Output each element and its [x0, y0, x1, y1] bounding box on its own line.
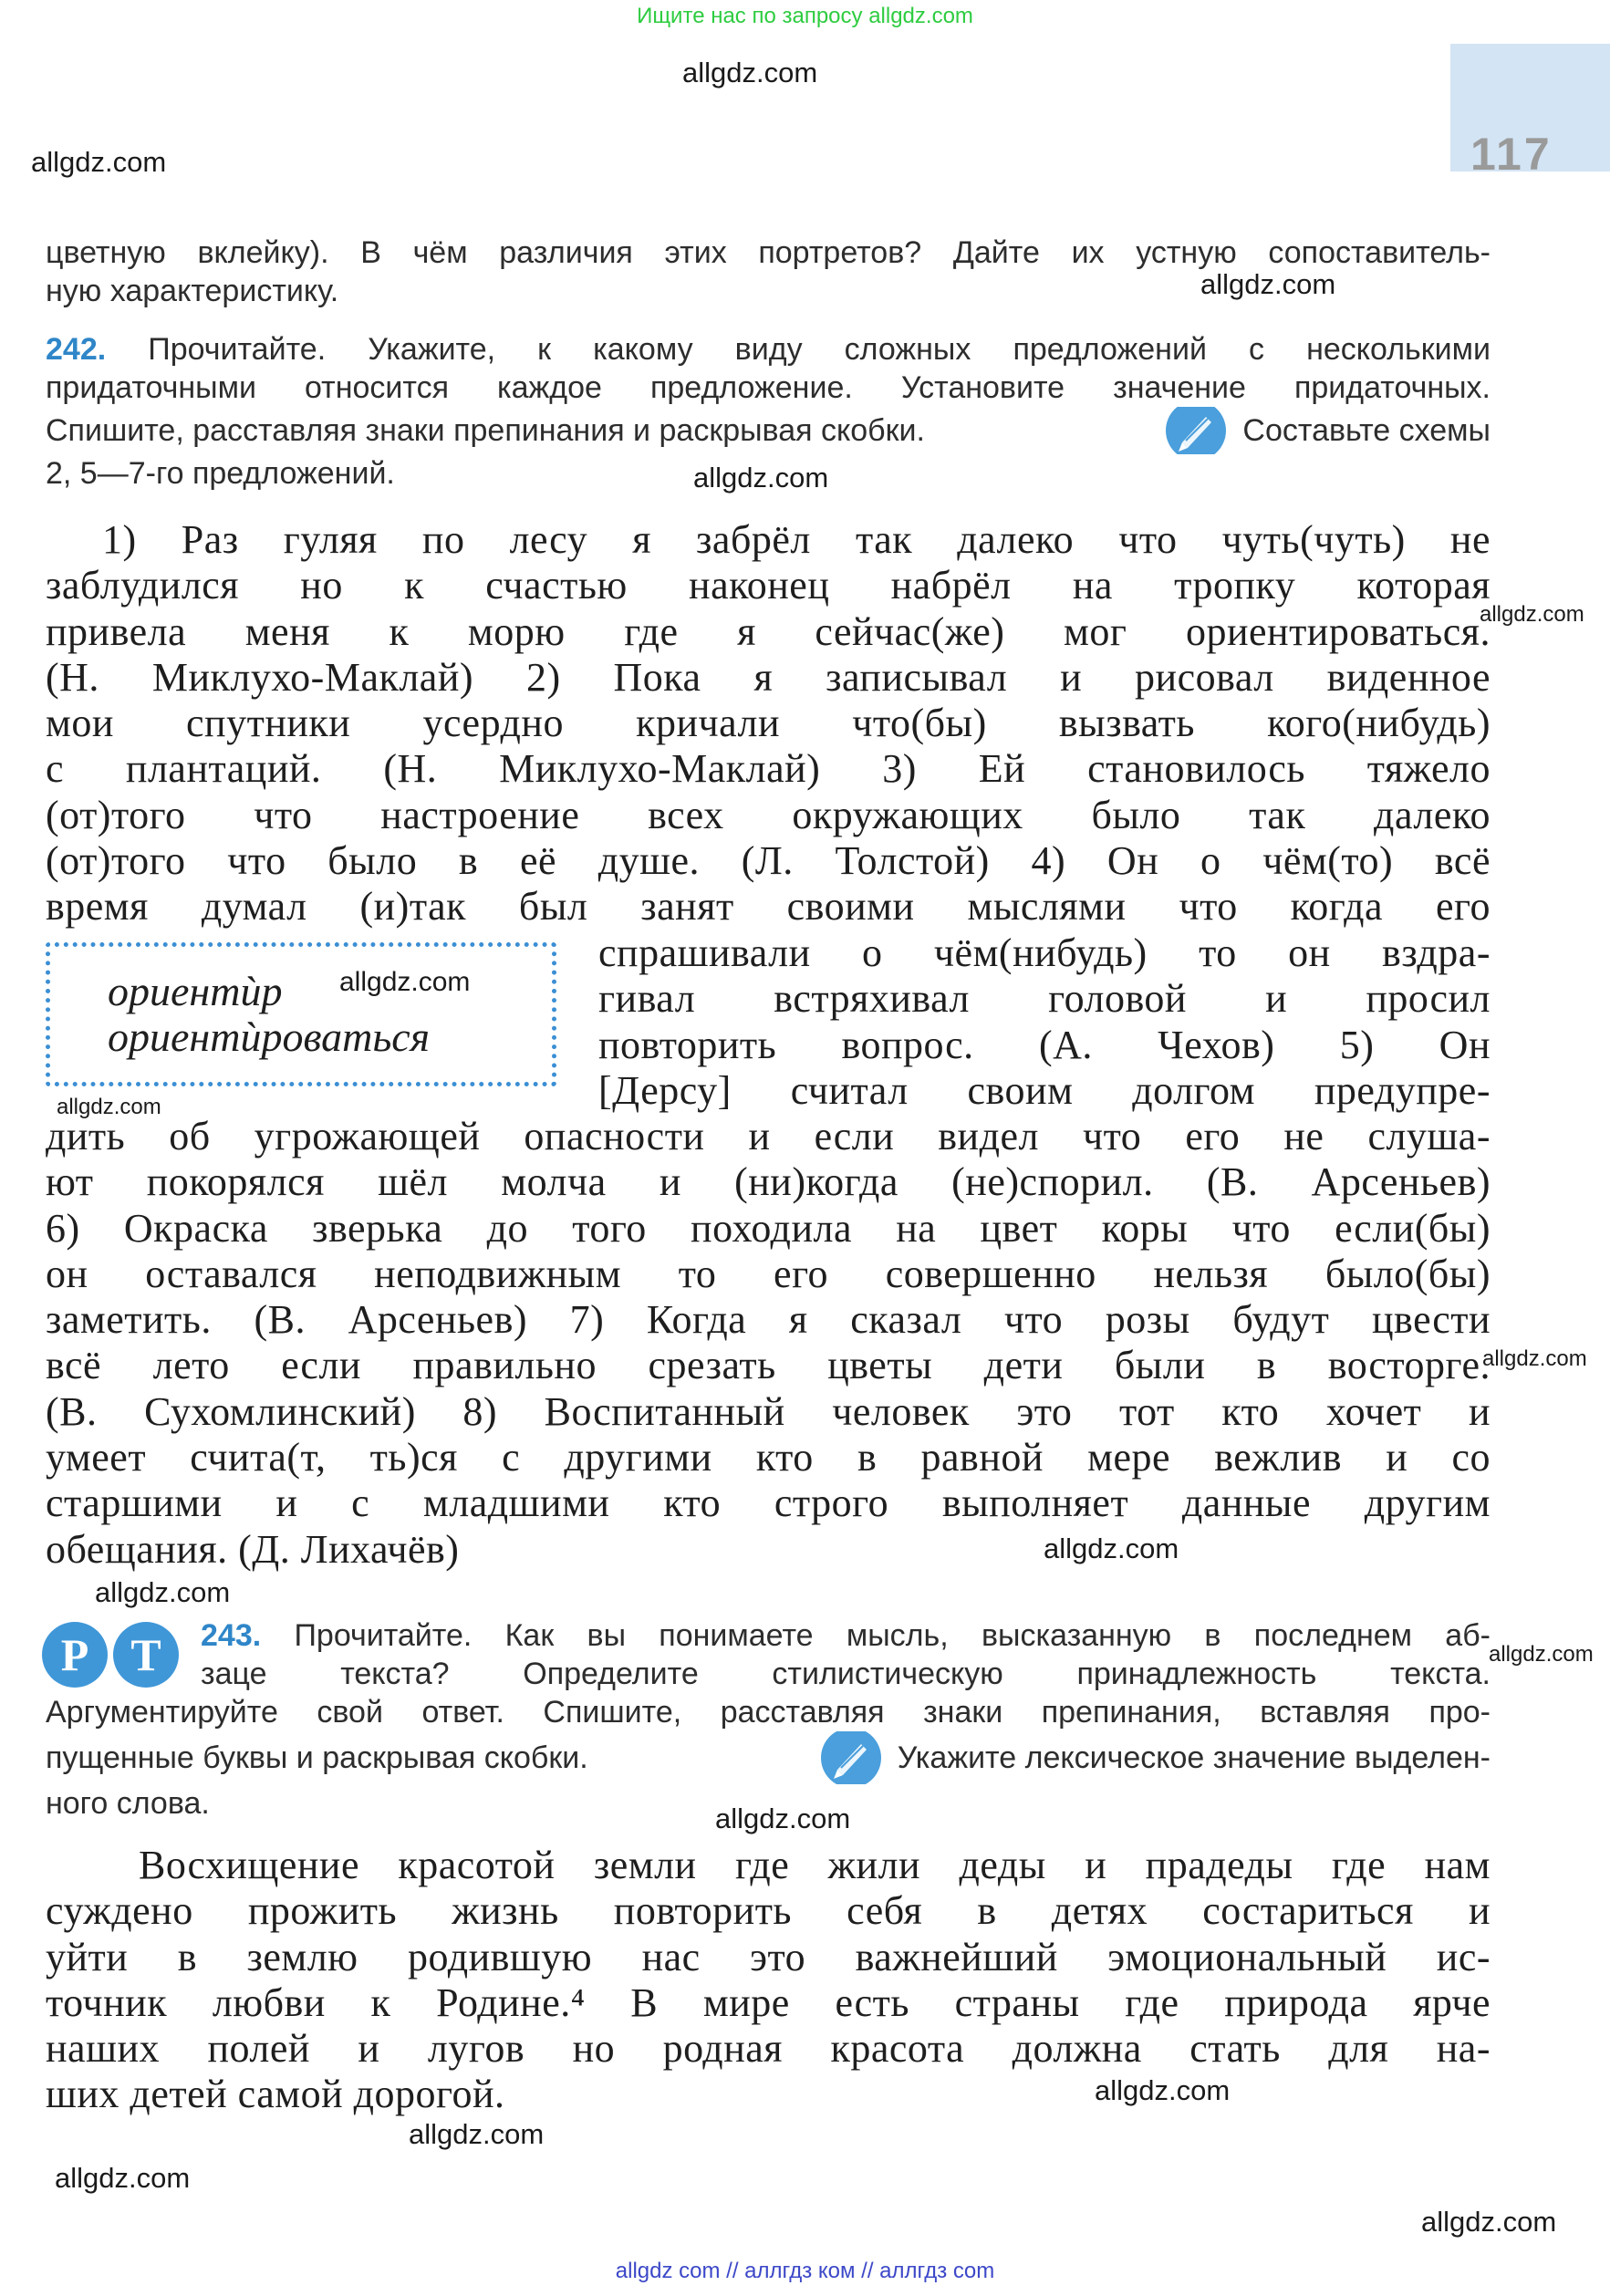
text-line: заметить. (В. Арсеньев) 7) Когда я сказал что розы будут цвести	[46, 1297, 1491, 1343]
watermark: allgdz.com	[55, 2162, 191, 2194]
text-line: повторить вопрос. (А. Чехов) 5) Он	[598, 1022, 1491, 1067]
instruction-text: пущенные буквы и раскрывая скобки.	[46, 1740, 588, 1775]
text-line: ших детей самой дорогой.	[46, 2072, 505, 2117]
intro-text	[46, 234, 1491, 310]
text-line: время думал (и)так был занят своими мыслями что когда его	[46, 884, 1491, 930]
text-line: старшими и с младшими кто строго выполняет данные другим	[46, 1480, 1491, 1526]
watermark: allgdz.com	[1421, 2206, 1557, 2238]
exercise-243-instructions-bottom	[46, 1693, 1491, 1823]
watermark: allgdz.com	[1044, 1532, 1179, 1564]
text-line: обещания. (Д. Лихачёв)	[46, 1526, 460, 1572]
exercise-number: 243.	[201, 1618, 262, 1653]
text-line: всё лето если правильно срезать цветы дети были в восторге.	[46, 1343, 1491, 1388]
badge-t-icon: Т	[113, 1622, 179, 1688]
page-number: 117	[1470, 129, 1553, 180]
pencil-icon	[821, 1731, 881, 1784]
text-line: 2, 5—7-го предложений.	[46, 456, 395, 491]
text-line: Аргументируйте свой ответ. Спишите, расставляя знаки препинания, вставляя про-	[46, 1695, 1491, 1730]
top-banner[interactable]: Ищите нас по запросу allgdz.com	[637, 4, 973, 28]
text-line: наших полей и лугов но родная красота должна стать для на-	[46, 2026, 1491, 2072]
text-line: [Дерсу] считал своим долгом предупре-	[598, 1067, 1491, 1113]
watermark: allgdz.com	[715, 1803, 851, 1834]
watermark: allgdz.com	[1200, 268, 1336, 300]
text-line: (Н. Миклухо-Маклай) 2) Пока я записывал и рисовал виденное	[46, 654, 1491, 700]
text-line: (от)того что настроение всех окружающих было так далеко	[46, 792, 1491, 837]
text-line: ют покорялся шёл молча и (ни)когда (не)спорил. (В. Арсеньев)	[46, 1159, 1491, 1205]
watermark: allgdz.com	[1480, 602, 1584, 627]
watermark: allgdz.com	[1095, 2074, 1231, 2106]
text-line	[201, 1616, 1491, 1655]
instruction-text: Составьте схемы	[1242, 413, 1491, 448]
exercise-242-text-beside-box	[598, 930, 1491, 1114]
text-line: (В. Сухомлинский) 8) Воспитанный человек это тот кто хочет и	[46, 1388, 1491, 1434]
text-line	[46, 1731, 1491, 1784]
text-line: цветную вклейку). В чём различия этих портретов? Дайте их устную сопоставитель-	[46, 235, 1491, 270]
badge-r-icon: Р	[42, 1622, 108, 1688]
text-line: заце текста? Определите стилистическую принадлежность текста.	[201, 1657, 1491, 1691]
exercise-242-instructions	[46, 330, 1491, 493]
pencil-icon	[1166, 407, 1226, 454]
text-line: умеет счита(т, ть)ся с другими кто в равной мере вежлив и со	[46, 1435, 1491, 1480]
text-line: точник любви к Родине.⁴ В мире есть страны где природа ярче	[46, 1979, 1491, 2025]
instruction-text: Спишите, расставляя знаки препинания и раскрывая скобки.	[46, 413, 925, 448]
text-line: дить об угрожающей опасности и если видел что его не слуша-	[46, 1114, 1491, 1158]
text-line	[46, 330, 1491, 369]
exercise-243-text	[46, 1843, 1491, 2118]
text-line: спрашивали о чём(нибудь) то он вздра-	[598, 930, 1491, 975]
watermark: allgdz.com	[409, 2118, 545, 2150]
text-line: (от)того что было в её душе. (Л. Толстой) 4) Он о чём(то) всё	[46, 838, 1491, 884]
text-line: мои спутники усердно кричали что(бы) вызвать кого(нибудь)	[46, 701, 1491, 746]
exercise-242-text-bottom	[46, 1114, 1491, 1573]
exercise-242-text-top	[46, 517, 1491, 930]
watermark: allgdz.com	[31, 146, 167, 178]
instruction-text: Прочитайте. Укажите, к какому виду сложных предложений с несколькими	[148, 332, 1491, 367]
text-line: ного слова.	[46, 1786, 210, 1821]
text-line: ную характеристику.	[46, 274, 339, 308]
text-line: гивал встряхивал головой и просил	[598, 976, 1491, 1022]
text-line	[46, 407, 1491, 454]
watermark: allgdz.com	[57, 1095, 161, 1119]
watermark: allgdz.com	[1482, 1346, 1587, 1371]
instruction-text: Укажите лексическое значение выделен-	[897, 1740, 1491, 1775]
vocabulary-word: ориентѝроваться	[108, 1013, 431, 1060]
text-line: 6) Окраска зверька до того походила на цвет коры что если(бы)	[46, 1205, 1491, 1251]
text-line: суждено прожить жизнь повторить себя в детях состариться и	[46, 1888, 1491, 1934]
watermark: allgdz.com	[682, 57, 818, 88]
bottom-banner[interactable]: allgdz com // аллгдз ком // аллгдз com	[615, 2259, 995, 2283]
text-line: уйти в землю родившую нас это важнейший эмоциональный ис-	[46, 1934, 1491, 1979]
exercise-number: 242.	[46, 332, 107, 367]
text-line: привела меня к морю где я сейчас(же) мог ориентироваться.	[46, 608, 1491, 654]
instruction-text: Прочитайте. Как вы понимаете мысль, высказанную в последнем аб-	[294, 1618, 1491, 1653]
watermark: allgdz.com	[339, 967, 471, 997]
text-line: с плантаций. (Н. Миклухо-Маклай) 3) Ей становилось тяжело	[46, 746, 1491, 792]
watermark: allgdz.com	[95, 1576, 231, 1608]
watermark: allgdz.com	[1489, 1642, 1594, 1667]
vocabulary-word: ориентѝр	[108, 968, 283, 1014]
text-line: 1) Раз гуляя по лесу я забрёл так далеко что чуть(чуть) не	[102, 517, 1491, 562]
text-line: заблудился но к счастью наконец набрёл на тропку которая	[46, 563, 1491, 608]
exercise-243-instructions-top	[201, 1616, 1491, 1693]
text-line: Восхищение красотой земли где жили деды и прадеды где нам	[139, 1843, 1491, 1887]
text-line: придаточными относится каждое предложение. Установите значение придаточных.	[46, 370, 1491, 405]
text-line: он оставался неподвижным то его совершенно нельзя было(бы)	[46, 1251, 1491, 1296]
watermark: allgdz.com	[693, 462, 829, 493]
